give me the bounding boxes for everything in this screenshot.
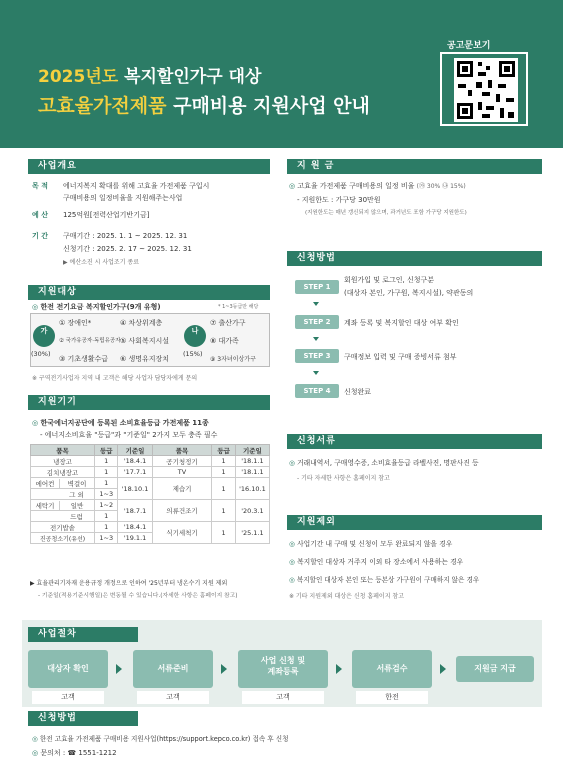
bullet-icon: ◎ <box>32 735 40 743</box>
target-footnote: ※ 구역전기사업자 지역 내 고객은 해당 사업자 담당자에게 문의 <box>32 375 198 382</box>
table-row <box>31 456 270 467</box>
bullet-icon: ◎ <box>289 540 298 548</box>
proc-step-3 <box>238 650 328 701</box>
how-heading: 신청방법 <box>28 711 138 726</box>
equipment-main <box>32 418 209 428</box>
step-4-badge: STEP 4 <box>295 384 339 398</box>
procedure-heading: 사업절차 <box>28 627 138 642</box>
table-cell: 김치냉장고 <box>31 467 95 478</box>
bullet-icon: ◎ <box>289 558 298 566</box>
docs-main-text: 거래내역서, 구매영수증, 소비효율등급 라벨사진, 명판사진 등 <box>297 459 479 467</box>
table-cell: 1~2 <box>95 500 118 511</box>
table-cell: 전기밥솥 <box>31 522 95 533</box>
table-cell: 그 외 <box>31 489 95 500</box>
period-note: ▶ 예산소진 시 사업조기 종료 <box>63 259 139 266</box>
proc-step-2 <box>133 650 213 701</box>
table-cell: '19.1.1 <box>118 533 152 544</box>
group-ga-pct: (30%) <box>31 350 51 358</box>
table-cell: 세탁기 <box>35 501 55 510</box>
title-highlight: 고효율가전제품 <box>38 95 167 117</box>
arrow-right-icon <box>440 664 446 674</box>
title-line-1-rest: 복지할인가구 대상 <box>118 67 262 87</box>
purpose-text-1: 에너지복지 확대를 위해 고효율 가전제품 구입시 <box>63 182 210 190</box>
support-limit-note: (지원한도는 매년 갱신되지 않으며, 과거년도 포함 가구당 지원한도) <box>305 210 467 216</box>
step-1-text-2: (대상자 본인, 가구원, 복지시설), 약관동의 <box>344 289 474 297</box>
group-ga-label: 가 <box>40 327 48 335</box>
group-ga-badge <box>33 325 55 347</box>
purpose-text-2: 구매비용의 일정비율을 지원해주는사업 <box>63 194 183 202</box>
exclusion-item-3 <box>289 574 479 584</box>
step-1-badge: STEP 1 <box>295 280 339 294</box>
arrow-right-icon <box>116 664 122 674</box>
step-3-text: 구매정보 입력 및 구매 증빙서류 첨부 <box>344 353 457 361</box>
target-note: * 1~3등급만 해당 <box>218 304 259 310</box>
table-cell: 1 <box>95 456 118 467</box>
table-cell: 의류건조기 <box>152 500 212 522</box>
proc-step-title <box>238 655 328 677</box>
how-line-2 <box>32 748 117 758</box>
group-na-label: 나 <box>191 327 199 335</box>
target-item-9: ⑨ 3자녀이상가구 <box>210 356 256 363</box>
table-subcell-group <box>31 501 94 510</box>
title-line-2-rest: 구매비용 지원사업 안내 <box>166 95 370 117</box>
table-row <box>31 467 270 478</box>
table-cell: 1 <box>95 522 118 533</box>
exclusion-item-1 <box>289 538 452 548</box>
equipment-main-text: 한국에너지공단에 등록된 소비효율등급 가전제품 11종 <box>40 419 209 427</box>
support-main <box>289 181 466 191</box>
target-item-3: ③ 기초생활수급 <box>59 355 109 363</box>
period-text-1: 구매기간 : 2025. 1. 1 ~ 2025. 12. 31 <box>63 232 188 240</box>
table-cell: '18.4.1 <box>118 456 152 467</box>
table-cell: '20.3.1 <box>235 500 269 522</box>
table-cell: '17.7.1 <box>118 467 152 478</box>
table-cell: 진공청소기(유선) <box>31 533 95 544</box>
equipment-note-1: ▶ 효율관리기자재 운용규정 개정으로 인하여 '25년부터 냉온수기 지원 제외 <box>30 580 228 587</box>
group-na-badge <box>184 325 206 347</box>
table-cell: '18.10.1 <box>118 478 152 500</box>
table-header: 품목 <box>31 445 95 456</box>
step-2-badge: STEP 2 <box>295 315 339 329</box>
step-3-badge: STEP 3 <box>295 349 339 363</box>
table-cell: 냉장고 <box>31 456 95 467</box>
budget-text: 125억원[전력산업기반기금] <box>63 211 150 219</box>
table-row <box>31 478 270 489</box>
title-year: 2025년도 <box>38 67 119 87</box>
table-cell: 1 <box>212 500 235 522</box>
bullet-icon: ◎ <box>32 419 41 427</box>
table-cell: 1 <box>212 478 235 500</box>
proc-step-title: 서류준비 <box>157 664 189 673</box>
table-header: 기준일 <box>235 445 269 456</box>
table-subcell-group <box>31 479 94 488</box>
table-cell: 식기세척기 <box>152 522 212 544</box>
support-main-text: 고효율 가전제품 구매비용의 일정 비율 <box>297 182 415 190</box>
qr-label: 공고문보기 <box>447 41 491 51</box>
period-text-2: 신청기간 : 2025. 2. 17 ~ 2025. 12. 31 <box>63 245 192 253</box>
table-cell: '18.4.1 <box>118 522 152 533</box>
how-line-1 <box>32 733 289 743</box>
table-cell <box>31 478 95 489</box>
target-item-2: ② 국가유공자·독립유공자 <box>59 338 121 344</box>
proc-step-sub: 한전 <box>356 691 428 704</box>
period-label: 기 간 <box>32 232 48 240</box>
apply-heading: 신청방법 <box>287 251 542 266</box>
target-main-text: 한전 전기요금 복지할인가구(9개 유형) <box>40 303 161 311</box>
arrow-down-icon <box>313 371 319 375</box>
target-item-5: ⑤ 사회복지시설 <box>120 337 170 345</box>
table-cell: '18.1.1 <box>235 467 269 478</box>
bullet-icon: ◎ <box>289 576 297 584</box>
arrow-right-icon <box>336 664 342 674</box>
equipment-heading: 지원기기 <box>28 395 270 410</box>
proc-step-title: 대상자 확인 <box>47 664 89 673</box>
proc-step-sub: 고객 <box>137 691 209 704</box>
table-cell: 1 <box>212 467 235 478</box>
table-cell: 1 <box>95 511 118 522</box>
equipment-note-2: - 기준일(적용기준시행일)은 변동될 수 있습니다.(자세한 사항은 홈페이지 참고) <box>38 593 238 599</box>
contact-label: 문의처 : <box>40 749 68 757</box>
title-line-1 <box>38 62 261 87</box>
support-limit: - 지원한도 : 가구당 30만원 <box>297 196 381 204</box>
docs-sub: - 기타 자세한 사항은 홈페이지 참고 <box>297 475 390 482</box>
how-line-1-text: 한전 고효율 가전제품 구매비용 지원사업(https://support.kepco.co.kr) 접속 후 신청 <box>39 735 289 743</box>
target-heading: 지원대상 <box>28 285 270 300</box>
proc-step-title: 서류검수 <box>376 664 408 673</box>
target-item-4: ④ 차상위계층 <box>120 319 163 327</box>
proc-step-4 <box>352 650 432 701</box>
bullet-icon: ◎ <box>289 459 298 467</box>
proc-step-5 <box>456 656 534 682</box>
exclusion-heading: 지원제외 <box>287 515 542 530</box>
exclusion-item-3-text: 복지할인 대상자 본인 또는 등본상 가구원이 구매하지 않은 경우 <box>296 576 480 584</box>
step-2-text: 계좌 등록 및 복지할인 대상 여부 확인 <box>344 319 459 327</box>
contact-phone[interactable]: ☎ 1551-1212 <box>67 749 117 757</box>
table-header: 등급 <box>95 445 118 456</box>
docs-main <box>289 457 479 467</box>
proc-step-sub: 고객 <box>32 691 104 704</box>
table-header: 등급 <box>212 445 235 456</box>
header-banner <box>0 0 563 148</box>
exclusion-item-1-text: 사업기간 내 구매 및 신청이 모두 완료되지 않을 경우 <box>297 540 453 548</box>
bullet-icon: ◎ <box>32 749 41 757</box>
docs-heading: 신청서류 <box>287 434 542 449</box>
table-cell: 1~3 <box>95 533 118 544</box>
exclusion-item-2-text: 복지할인 대상자 거주지 이외 타 장소에서 사용하는 경우 <box>297 558 464 566</box>
support-heading: 지 원 금 <box>287 159 542 174</box>
table-header-row <box>31 445 270 456</box>
step-1-text: 회원가입 및 로그인, 신청구분 <box>344 276 435 284</box>
support-main-sub: (㉮ 30% ㉯ 15%) <box>416 183 466 190</box>
exclusion-item-2 <box>289 556 463 566</box>
target-item-6: ⑥ 생명유지장치 <box>120 355 170 363</box>
target-item-8: ⑧ 대가족 <box>210 337 239 345</box>
table-cell: 1 <box>95 467 118 478</box>
proc-step-title-2: 계좌등록 <box>267 667 299 676</box>
purpose-label: 목 적 <box>32 182 48 190</box>
table-cell: 1 <box>212 522 235 544</box>
bullet-icon: ◎ <box>289 182 298 190</box>
table-cell <box>31 500 95 511</box>
table-header: 기준일 <box>118 445 152 456</box>
arrow-down-icon <box>313 302 319 306</box>
step-4-text: 신청완료 <box>344 388 372 396</box>
arrow-right-icon <box>221 664 227 674</box>
table-cell: 제습기 <box>152 478 212 500</box>
table-cell: '25.1.1 <box>235 522 269 544</box>
proc-step-sub: 고객 <box>242 691 324 704</box>
table-cell: 드럼 <box>31 511 95 522</box>
table-row <box>31 500 270 511</box>
target-main <box>32 302 161 312</box>
title-line-2 <box>38 91 370 118</box>
table-cell: 에어컨 <box>35 479 55 488</box>
table-header: 품목 <box>152 445 212 456</box>
table-cell: '16.10.1 <box>235 478 269 500</box>
qr-code[interactable] <box>440 52 528 126</box>
arrow-down-icon <box>313 337 319 341</box>
table-cell: 1 <box>95 478 118 489</box>
target-item-1: ① 장애인* <box>59 319 92 327</box>
table-cell: '18.1.1 <box>235 456 269 467</box>
equipment-sub: - 에너지소비효율 "등급"과 "기준일" 2가지 모두 충족 필수 <box>40 431 218 439</box>
table-cell: 공기청정기 <box>152 456 212 467</box>
table-cell: 1 <box>212 456 235 467</box>
table-cell: 1~3 <box>95 489 118 500</box>
proc-step-1 <box>28 650 108 701</box>
budget-label: 예 산 <box>32 211 48 219</box>
qr-code-icon <box>454 58 518 122</box>
table-cell: TV <box>152 467 212 478</box>
table-cell: 일반 <box>59 501 94 510</box>
table-cell: 벽걸이 <box>59 479 94 488</box>
proc-step-title-1: 사업 신청 및 <box>260 656 306 665</box>
equipment-table <box>30 444 270 544</box>
bullet-icon: ◎ <box>32 303 41 311</box>
table-row <box>31 522 270 533</box>
target-item-7: ⑦ 출산가구 <box>210 319 246 327</box>
group-na-pct: (15%) <box>183 350 203 358</box>
proc-step-title: 지원금 지급 <box>474 664 516 673</box>
table-cell: '18.7.1 <box>118 500 152 522</box>
exclusion-note: ※ 기타 지원제외 대상은 신청 홈페이지 참고 <box>289 593 405 600</box>
overview-heading: 사업개요 <box>28 159 270 174</box>
